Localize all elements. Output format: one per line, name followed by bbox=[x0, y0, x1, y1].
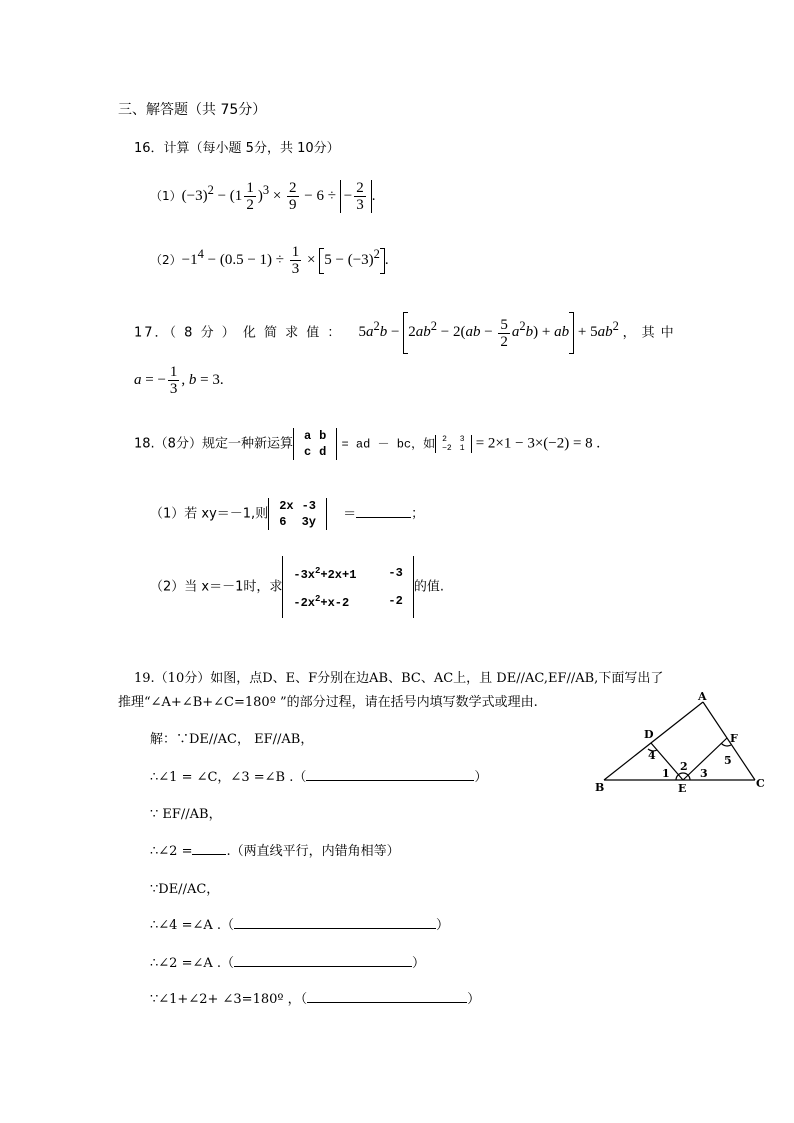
segment-ac bbox=[703, 702, 755, 780]
label-angle-2: 2 bbox=[680, 760, 688, 773]
q19-step2-text: ∴∠1 = ∠C，∠3 =∠B .（ bbox=[150, 770, 307, 785]
abs-value: − $\frac{2}{3}$ bbox=[340, 180, 372, 213]
q19-step7-text: ∴∠2 =∠A .（ bbox=[150, 956, 235, 971]
label-d: D bbox=[644, 728, 654, 741]
label-angle-3: 3 bbox=[700, 767, 708, 780]
q19-step4-reason: .（两直线平行，内错角相等） bbox=[226, 844, 400, 859]
label-c: C bbox=[756, 777, 765, 790]
q18-def: = ad － bc，如 bbox=[341, 437, 436, 452]
q18-intro: 18.（8分）规定一种新运算 bbox=[134, 436, 293, 452]
q19-step6-close: ） bbox=[436, 918, 450, 933]
segment-ab bbox=[604, 702, 703, 780]
q17-intro: 17．（ 8 分 ） 化 简 求 值 ： bbox=[134, 325, 343, 341]
triangle-figure bbox=[590, 688, 775, 798]
q19-blank-1[interactable] bbox=[306, 780, 474, 781]
q18-p2-label: （2）当 x＝－1时，求 bbox=[150, 579, 283, 595]
q19-blank-2[interactable] bbox=[192, 854, 226, 855]
q19-step6 bbox=[150, 914, 449, 933]
q18-p1-label: （1）若 xy＝－1,则 bbox=[150, 506, 269, 522]
q18-example: = 2×1 − 3×(−2) = 8 . bbox=[475, 435, 601, 452]
q19-step2 bbox=[150, 766, 487, 785]
q18-p1-eq: ＝ bbox=[343, 506, 357, 522]
q16-part1: $(1)(-3)^2 - (1$ $\frac{1}{2}$ )$^3$ × $\frac{2}{9}$ − 6 ÷ − $\frac{2}{3}$ . bbox=[150, 180, 376, 213]
label-angle-5: 5 bbox=[724, 754, 732, 767]
q19-line1: 19.（10分）如图，点D、E、F分别在边AB、BC、AC上，且 DE//AC,EF//AB,下面写出了 bbox=[134, 671, 664, 686]
q18-det-def: a b c d bbox=[293, 428, 337, 460]
q16-part2: $(2)-1^4 - (0.5 - 1)$ ÷ $\frac{1}{3}$ × $5 - (-3)^2$ . bbox=[150, 244, 389, 277]
q17-expression: $5a^2b - 2ab^2 - 2(ab$ − $\frac{5}{2}$ $a^2b$) + ab + $5ab^2$ bbox=[359, 324, 623, 340]
q19-step7-close: ） bbox=[412, 956, 426, 971]
q19-step3: ∵ EF//AB， bbox=[150, 807, 222, 822]
q19-step5: ∵DE//AC， bbox=[150, 882, 220, 897]
label-b: B bbox=[595, 781, 605, 794]
q19-blank-3[interactable] bbox=[234, 928, 436, 929]
label-angle-1: 1 bbox=[662, 767, 670, 780]
q18-answer-blank-1[interactable] bbox=[356, 517, 411, 518]
q18-part1: （1）若 xy＝－1,则 2x -3 6 3y ＝ ； bbox=[150, 499, 425, 529]
label-a: A bbox=[698, 690, 707, 703]
q19-step8 bbox=[150, 988, 480, 1007]
q19-step4-text: ∴∠2 = bbox=[150, 844, 193, 859]
q19-step4 bbox=[150, 840, 400, 859]
q19-blank-4[interactable] bbox=[234, 966, 412, 967]
q17-given: a = − $\frac{1}{3}$ , b = 3. bbox=[134, 364, 224, 397]
q19-step1: 解：∵DE//AC， EF//AB， bbox=[150, 732, 314, 747]
q18-det-2: $-3x^2+2x+1$ -3 $-2x^2+x-2$ -2 bbox=[282, 556, 413, 618]
section-title: 三、解答题（共 75分） bbox=[118, 102, 267, 118]
q17-line bbox=[134, 312, 680, 354]
q16-p1-label: （1） bbox=[150, 188, 182, 203]
q19-line2: 推理“∠A+∠B+∠C=180º ”的部分过程，请在括号内填写数学式或理由. bbox=[118, 695, 538, 710]
q18-det-1: 2x -3 6 3y bbox=[268, 498, 327, 530]
q16-p2-label: （2） bbox=[150, 252, 182, 267]
q18-line bbox=[134, 428, 600, 460]
label-e: E bbox=[678, 782, 687, 795]
q19-step2-close: ） bbox=[474, 770, 488, 785]
q19-step8-text: ∵∠1+∠2+ ∠3=180º ，（ bbox=[150, 992, 308, 1007]
q19-step8-close: ） bbox=[467, 992, 481, 1007]
q19-step6-text: ∴∠4 =∠A .（ bbox=[150, 918, 235, 933]
q18-det-example: 2 3 −2 1 bbox=[435, 435, 471, 453]
q19-step7 bbox=[150, 952, 425, 971]
label-angle-4: 4 bbox=[648, 749, 656, 762]
label-f: F bbox=[730, 732, 738, 745]
q16-title: 16．计算（每小题 5分，共 10分） bbox=[134, 141, 340, 156]
q17-tail: ，其中 bbox=[622, 325, 680, 341]
q19-blank-5[interactable] bbox=[307, 1002, 467, 1003]
q18-part2 bbox=[150, 556, 444, 618]
q18-p2-tail: 的值. bbox=[413, 579, 444, 595]
